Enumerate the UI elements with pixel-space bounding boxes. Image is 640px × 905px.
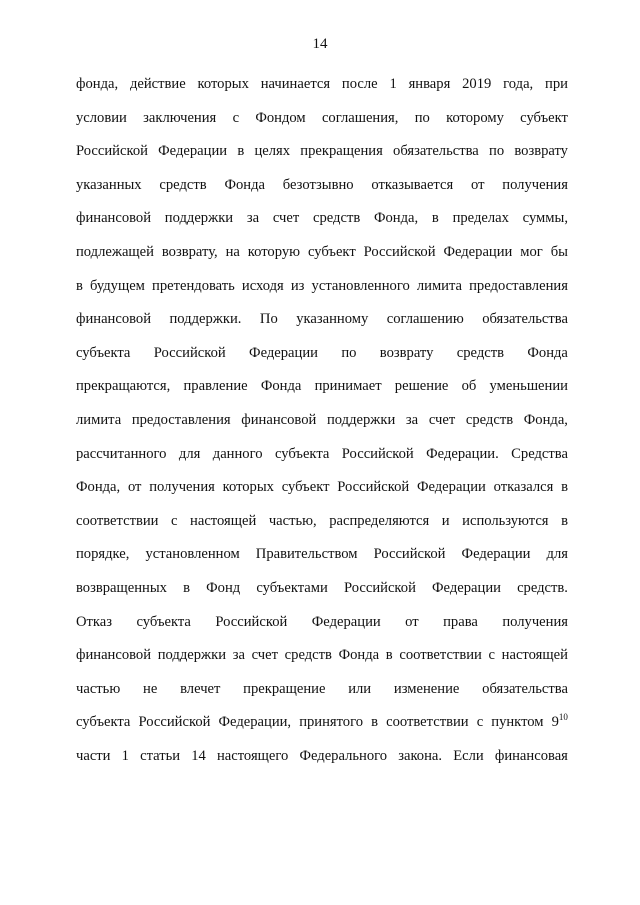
word: Федерального [299, 747, 388, 764]
text-line [76, 275, 568, 309]
text-line [76, 308, 568, 342]
word: 14 [191, 747, 206, 764]
page-number: 14 [312, 36, 328, 52]
word: возврату [379, 344, 434, 361]
word: Фонда, [523, 411, 568, 428]
word: Федерации [249, 344, 318, 361]
word: с [476, 714, 484, 731]
word: получения [502, 176, 568, 193]
word: после [341, 76, 378, 92]
word: принятого [299, 714, 364, 731]
word: субъект [520, 109, 568, 126]
word: закона. [398, 747, 443, 764]
word: по [489, 143, 505, 160]
word: исходя [241, 277, 284, 294]
word: субъектами [256, 579, 328, 596]
word: Российской [76, 143, 148, 160]
word: изменение [393, 680, 460, 697]
word: настоящей [190, 512, 257, 529]
word: Российской [363, 243, 436, 260]
text-line [76, 342, 568, 376]
word: безотзывно [282, 176, 354, 193]
text-line [76, 207, 568, 241]
word: возврату, [161, 243, 218, 260]
word: условии [76, 109, 127, 126]
word: в [561, 512, 568, 529]
word: Федерации. [426, 445, 499, 462]
word: заключения [143, 109, 217, 126]
word: частью [76, 680, 121, 697]
word: финансовой [76, 311, 152, 328]
word: указанных [76, 176, 142, 193]
word: или [348, 680, 372, 697]
word: финансовой [76, 210, 152, 227]
word: с [232, 109, 240, 126]
word: частью, [268, 512, 317, 529]
word: Российской [341, 445, 414, 462]
word: Фонда [224, 176, 265, 193]
word: субъекта [76, 344, 131, 361]
word: правление [183, 378, 248, 395]
word: предоставления [469, 277, 568, 294]
word: Правительством [255, 546, 358, 563]
word: Российской [373, 546, 446, 563]
word: в [237, 143, 245, 160]
word: подлежащей [76, 243, 154, 260]
word: финансовая [494, 747, 568, 764]
word: субъекта [136, 613, 191, 630]
text-line [76, 577, 568, 611]
word: Федерации [158, 143, 228, 160]
word: решение [394, 378, 449, 395]
word: целях [254, 143, 291, 160]
text-line [76, 409, 568, 443]
word: лимита [76, 411, 122, 428]
word: уменьшении [489, 378, 568, 395]
word: января [408, 76, 451, 92]
text-line [76, 443, 568, 477]
word: бы [550, 243, 568, 260]
word: по [341, 344, 357, 361]
word: установленного [311, 277, 410, 294]
word: финансовой [76, 647, 152, 664]
text-line [76, 476, 568, 510]
word: Федерации, [218, 714, 292, 731]
word: указанному [296, 311, 369, 328]
word: порядке, [76, 546, 130, 563]
word: мог [520, 243, 543, 260]
word: лимита [416, 277, 463, 294]
word: Федерации [311, 613, 381, 630]
word: Федерации [432, 579, 501, 596]
word: $9^{10}$ [551, 712, 568, 731]
word: за [246, 210, 260, 227]
word: за [405, 411, 419, 428]
text-line [76, 241, 568, 275]
text-line [76, 678, 568, 712]
word: от [470, 176, 485, 193]
word: 1 [121, 747, 129, 764]
word: средств [284, 647, 332, 664]
word: действие [129, 76, 186, 92]
word: которых [197, 76, 249, 92]
word: получения [502, 613, 568, 630]
word: По [259, 311, 278, 328]
word: соглашения, [321, 109, 399, 126]
word: прекращение [243, 680, 326, 697]
word: с [488, 647, 495, 664]
word: в [183, 579, 191, 596]
word: права [443, 613, 478, 630]
word: обязательства [393, 143, 479, 160]
word: возвращенных [76, 579, 167, 596]
word: обязательства [482, 680, 568, 697]
word: субъекта [274, 445, 330, 462]
word: данного [212, 445, 263, 462]
word: средств [312, 210, 361, 227]
word: обязательства [482, 311, 568, 328]
word: поддержки [326, 411, 396, 428]
text-line [76, 73, 568, 107]
word: поддержки [157, 647, 227, 664]
text-line [76, 140, 568, 174]
word: и [441, 512, 450, 529]
word: на [225, 243, 240, 260]
text-line [76, 510, 568, 544]
text-line [76, 644, 568, 678]
word: прекращаются, [76, 378, 171, 395]
text-line [76, 107, 568, 141]
word: средств [465, 411, 514, 428]
word: для [546, 546, 568, 563]
word: за [232, 647, 245, 664]
word: Российской [215, 613, 288, 630]
word: принимает [314, 378, 382, 395]
word: субъект [307, 243, 356, 260]
word: субъект [281, 479, 330, 496]
word: Российской [153, 344, 226, 361]
word: которому [446, 109, 504, 126]
word: которую [247, 243, 301, 260]
word: счет [251, 647, 278, 664]
word: в [431, 210, 439, 227]
footnote-superscript: 10 [558, 712, 568, 723]
word: 1 [389, 76, 397, 92]
word: Средства [511, 445, 568, 462]
word: претендовать [152, 277, 235, 294]
text-line [76, 611, 568, 645]
word: возврату [514, 143, 568, 160]
word: рассчитанного [76, 445, 167, 462]
text-line [76, 711, 568, 745]
word: Фондом [255, 109, 306, 126]
word: Российской [138, 714, 211, 731]
word: поддержки [164, 210, 234, 227]
word: предоставления [131, 411, 231, 428]
word: Федерации [416, 479, 486, 496]
word: не [143, 680, 158, 697]
word: средств. [517, 579, 568, 596]
word: Фонда, [76, 479, 121, 496]
word: субъекта [76, 714, 131, 731]
word: отказался [493, 479, 554, 496]
text-line [76, 745, 568, 779]
word: в [561, 479, 568, 496]
word: прекращения [300, 143, 383, 160]
word: финансовой [241, 411, 317, 428]
text-line [76, 174, 568, 208]
word: настоящей [501, 647, 568, 664]
word: части [76, 747, 111, 764]
word: с [171, 512, 178, 529]
word: фонда, [76, 76, 119, 92]
word: поддержки. [169, 311, 242, 328]
word: об [461, 378, 477, 395]
word: получения [149, 479, 215, 496]
word: соответствии [399, 647, 482, 664]
word: суммы, [522, 210, 568, 227]
word: года, [503, 76, 534, 92]
word: Российской [343, 579, 416, 596]
word: используются [462, 512, 549, 529]
word: соответствии [76, 512, 159, 529]
word: будущем [90, 277, 145, 294]
word: распределяются [329, 512, 430, 529]
word: Если [453, 747, 484, 764]
word: статьи [140, 747, 181, 764]
word: настоящего [216, 747, 289, 764]
text-line [76, 375, 568, 409]
word: соответствии [386, 714, 469, 731]
word: пределах [452, 210, 509, 227]
word: по [414, 109, 430, 126]
word: средств [159, 176, 207, 193]
word: счет [272, 210, 300, 227]
word: при [545, 76, 568, 92]
word: в [371, 714, 379, 731]
word: установленном [145, 546, 240, 563]
word: влечет [180, 680, 221, 697]
text-line [76, 543, 568, 577]
word: начинается [260, 76, 331, 92]
word: из [290, 277, 305, 294]
word: Фонда [338, 647, 380, 664]
word: 2019 [462, 76, 492, 92]
word: пунктом [491, 714, 544, 731]
word: счет [428, 411, 456, 428]
body-text [76, 73, 568, 778]
word: Фонда, [373, 210, 419, 227]
word: в [76, 277, 83, 294]
word: для [178, 445, 201, 462]
word: Российской [337, 479, 410, 496]
word: в [385, 647, 393, 664]
word: Фонд [206, 579, 241, 596]
word: Фонда [260, 378, 302, 395]
word: от [127, 479, 142, 496]
word: Отказ [76, 613, 113, 630]
word: средств [456, 344, 505, 361]
word: Федерации [443, 243, 513, 260]
word: Фонда [527, 344, 568, 361]
word: соглашению [386, 311, 464, 328]
word: Федерации [461, 546, 531, 563]
word: которых [222, 479, 274, 496]
word: от [405, 613, 419, 630]
word: отказывается [371, 176, 454, 193]
